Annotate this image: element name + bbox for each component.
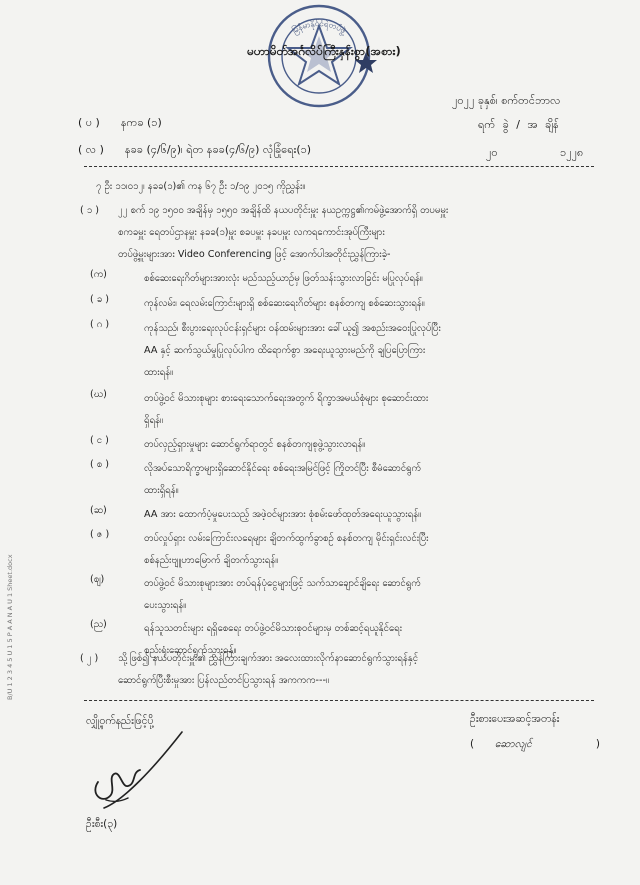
priority-open-paren: ( — [470, 738, 475, 750]
header-divider — [84, 166, 594, 167]
item-line: ရှိရန်။ — [144, 415, 163, 426]
priority-value-row — [470, 738, 600, 753]
paragraph-2 — [118, 648, 608, 692]
paragraph-line: ၂၂ စက် ၁၉ ၁၅၀၀ အချိန်မှ ၁၅၅၀ အချိန်ထိ နယပတိုင်းမှူး နယဥက္ကဋ္ဌ၏ကမ်ဖွဲ့အောက်ရှိ တပမမှူး — [118, 205, 449, 216]
time-header: ရက် ခွဲ / အ ချိန် — [478, 118, 559, 131]
item-line: တပ်လှုပ်ရှား လမ်းကြောင်းလရေများ ချိတက်ထွက်ခွာစဉ် စနစ်တကျ မိုင်းရှင်းလင်းပြီး — [144, 533, 429, 544]
time-value: ၁၂၂၈ — [560, 146, 584, 159]
item-line: ကုန်သည်၊ စီးပွားရေးလုပ်ငန်းရှင်များ ဝန်ထမ်းများအား ခေါ်ယူ၍ အစည်းအဝေးပြုလုပ်ပြီး — [144, 323, 441, 334]
item-line: ကုန်လမ်း၊ ရေလမ်းကြောင်းများရှိ စစ်ဆေးရေးဂိတ်များ စနစ်တကျ စစ်ဆေးသွားရန်။ — [144, 298, 425, 309]
reference-l-label: ( လ ) — [78, 143, 104, 156]
reference-l-value: နခခ (၄/၆/၉)၊ ရဲတ နခခ(၄/၆/၉) လုံခြုံရေး(၁) — [124, 143, 312, 156]
handwritten-signature — [84, 722, 194, 817]
paragraph-line: ဆောင်ရွက်ပြီးစီးမှုအား ပြန်လည်တင်ပြသွားရန် အကကက---။ — [118, 675, 329, 686]
paragraph-1 — [118, 200, 608, 266]
reference-b-label: ( ပ ) — [78, 116, 100, 129]
item-text — [144, 268, 609, 290]
item-label: ( စ ) — [90, 459, 109, 470]
item-line: စစ်ဆေးရေးဂိတ်များအားလုံး မည်သည့်ယာဉ်မှ ဖြတ်သန်းသွားလာခြင်း မပြုလုပ်ရန်။ — [144, 273, 423, 284]
sender-label: ဦးစီး(၃) — [86, 818, 118, 830]
reference-row-l — [78, 143, 311, 159]
paragraph-line: စကခမှူး ရေတပ်ဌာနမှူး နခခ(၁)မှူး စခပမှူး နခပမှူး လကရကောင်းအုပ်ကြီးများ — [118, 227, 385, 238]
item-label: ( ခ ) — [90, 294, 109, 305]
item-label: (ဆ) — [90, 505, 107, 516]
item-label: ( ဂ ) — [90, 319, 110, 330]
item-line: စစ်နည်းဗျူဟာမြောက် ချိတက်သွားရန်။ — [144, 555, 279, 566]
secret-delivery-label: လျှို့ဝှက်နည်းဖြင့်ပို့ — [86, 715, 154, 727]
priority-close-paren: ) — [595, 738, 600, 750]
item-text — [144, 458, 609, 502]
day-value: ၂၀ — [486, 146, 498, 159]
item-line: AA အား ထောက်ပံ့မှုပေးသည့် အဖဲ့ဝင်များအား စုံစမ်းဖော်ထုတ်အရေးယူသွားရန်။ — [144, 509, 422, 520]
item-label: ( ဇ ) — [90, 529, 110, 540]
item-text — [144, 293, 609, 315]
footer-divider — [84, 700, 594, 701]
item-line: လိုအပ်သောရိက္ခာများရှိဆောင်နိုင်ရေး စစ်ရေးအမြင်ဖြင့် ကြိုတင်ပြီး စီမံဆောင်ရွက် — [144, 463, 421, 474]
item-text — [144, 318, 609, 384]
item-label: (ည) — [90, 619, 107, 630]
item-line: ရန်သူသတင်းများ ရရှိစေရေး တပ်ဖွဲ့ဝင်မိသားစုဝင်များမှ တစ်ဆင့်ရယူနိုင်ရေး — [144, 623, 403, 634]
seal-arc-text: မြန်မာနိုင်ငံရဲတပ်ဖွဲ့ — [290, 18, 348, 36]
reference-line: ၇ ဦး ၁၁၊၀၁၂၊ နခခ(၁)၏ ကန ၆၇ ဦး ၁/၁၉ ၂၀၁၅ ကိုညွှန်း။ — [96, 181, 306, 192]
priority-label: ဦးစားပေးအဆင့်အတန်း — [470, 713, 560, 725]
item-label: ( င ) — [90, 435, 109, 446]
item-text — [144, 388, 609, 432]
item-text — [144, 434, 609, 456]
org-title: မဟာမိတ်အင်္ဂလိပ်ကြီးနှန်းစွာ(အစား) — [247, 44, 401, 58]
item-label: (ဃ) — [90, 389, 107, 400]
reference-row-b — [78, 116, 162, 132]
paragraph-line: တပ်ဖွဲ့မှူးများအား Video Conferencing ဖြင့် အောက်ပါအတိုင်းညွှန်ကြားခဲ့- — [118, 249, 391, 260]
priority-value: ဆောလျင် — [494, 738, 532, 750]
paragraph-1-number: ( ၁ ) — [80, 205, 99, 216]
item-text — [144, 573, 609, 617]
date-line: ၂၀၂၂ ခုနှစ်၊ စက်တင်ဘာလ — [452, 94, 561, 107]
item-line: ထားရှိရန်။ — [144, 485, 179, 496]
side-document-code: B/U 1 2 3 4 5 U 1 5 P A A N A U 1 Sheet.docx — [6, 554, 14, 700]
item-line: စည်းရုံးဆောင်ရွက်သွားရန်။ — [144, 645, 237, 656]
item-label: (က) — [90, 269, 107, 280]
item-label: (ဈ) — [90, 574, 105, 585]
item-line: တပ်လှည့်ရှားမှုများ ဆောင်ရွက်ရာတွင် စနစ်တကျစုဖွဲ့သွားလာရန်။ — [144, 439, 366, 450]
paragraph-line: သို့ဖြစ်၍ နယပတိုင်းမှူး၏ ညွှန်ကြားချက်အား အလေးထားလိုက်နာဆောင်ရွက်သွားရန်နှင့် — [118, 653, 419, 664]
item-text — [144, 528, 609, 572]
reference-b-value: နကခ (၁) — [120, 116, 162, 129]
item-line: တပ်ဖွဲ့ဝင် မိသားစုများအား တပ်ရန်ပုံငွေများဖြင့် သက်သာချောင်ချိရေး ဆောင်ရွက် — [144, 578, 421, 589]
paragraph-2-number: ( ၂ ) — [80, 653, 99, 664]
item-line: ထားရန်။ — [144, 367, 174, 378]
item-line: AA နှင့် ဆက်သွယ်မှုပြုလုပ်ပါက ထိရောက်စွာ အရေးယူသွားမည်ကို ချပြပြောကြား — [144, 345, 426, 356]
item-line: တပ်ဖွဲ့ဝင် မိသားစုများ စားရေးသောက်ရေးအတွက် ရိက္ခာအမယ်စုံများ စုဆောင်းထား — [144, 393, 429, 404]
item-line: ပေးသွားရန်။ — [144, 600, 187, 611]
item-text — [144, 504, 609, 526]
